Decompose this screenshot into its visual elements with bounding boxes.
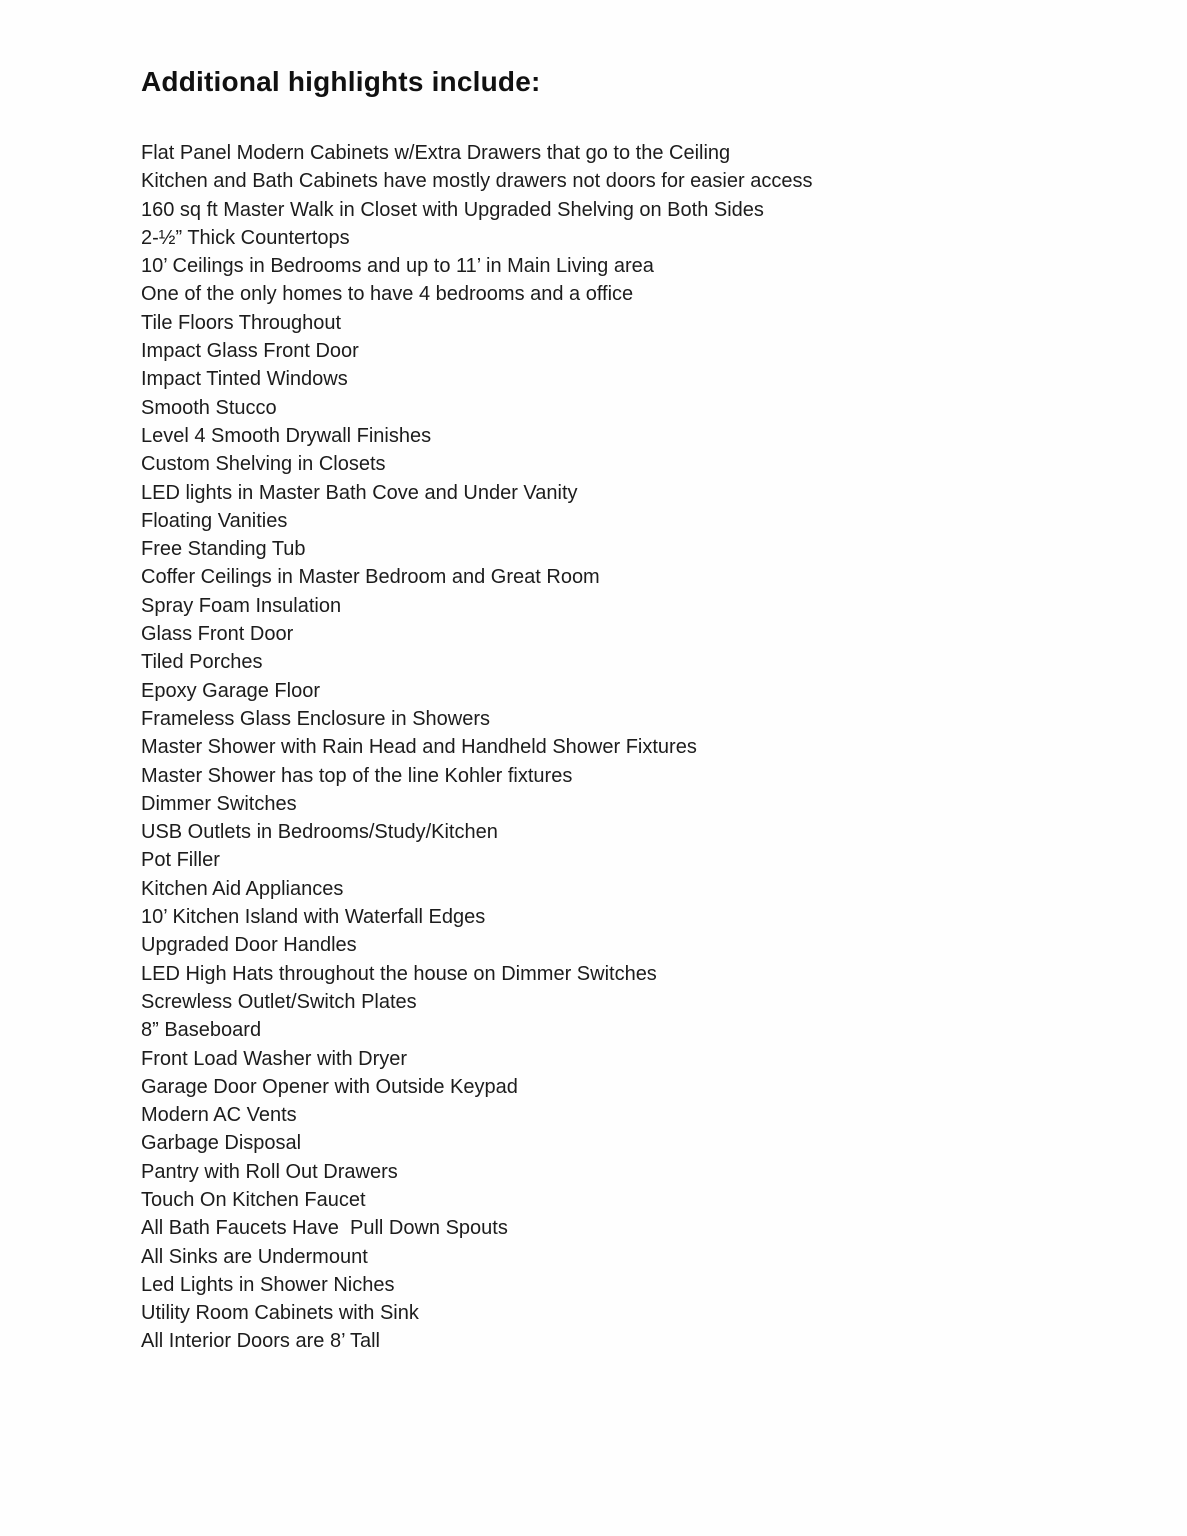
highlight-item: LED High Hats throughout the house on Dimmer Switches xyxy=(141,962,657,985)
page-title: Additional highlights include: xyxy=(141,66,541,97)
highlight-item: Impact Glass Front Door xyxy=(141,340,359,363)
highlight-item: Tiled Porches xyxy=(141,651,263,674)
highlight-item: 2-½” Thick Countertops xyxy=(141,226,350,249)
highlight-item: LED lights in Master Bath Cove and Under Vanity xyxy=(141,481,578,504)
highlight-item: Custom Shelving in Closets xyxy=(141,453,386,476)
highlight-item: One of the only homes to have 4 bedrooms and a office xyxy=(141,283,634,306)
highlight-item: Modern AC Vents xyxy=(141,1104,297,1127)
highlight-item: 160 sq ft Master Walk in Closet with Upgraded Shelving on Both Sides xyxy=(141,198,764,221)
highlight-item: Frameless Glass Enclosure in Showers xyxy=(141,707,491,730)
highlight-item: Pantry with Roll Out Drawers xyxy=(141,1160,398,1183)
highlight-item: 8” Baseboard xyxy=(141,1019,262,1042)
highlight-item: Kitchen Aid Appliances xyxy=(141,877,344,900)
highlight-item: 10’ Kitchen Island with Waterfall Edges xyxy=(141,906,486,929)
highlight-item: Flat Panel Modern Cabinets w/Extra Drawers that go to the Ceiling xyxy=(141,142,731,164)
highlight-item: Utility Room Cabinets with Sink xyxy=(141,1302,419,1325)
document-content xyxy=(141,64,1127,1356)
highlight-item: Level 4 Smooth Drywall Finishes xyxy=(141,424,432,447)
highlight-item: Free Standing Tub xyxy=(141,538,306,561)
highlight-item: Coffer Ceilings in Master Bedroom and Great Room xyxy=(141,566,600,589)
highlight-item: Garage Door Opener with Outside Keypad xyxy=(141,1075,518,1098)
highlights-list xyxy=(141,139,1127,1356)
highlight-item: Dimmer Switches xyxy=(141,792,297,815)
highlight-item: Touch On Kitchen Faucet xyxy=(141,1188,366,1211)
highlight-item: Master Shower has top of the line Kohler fixtures xyxy=(141,764,573,787)
highlight-item: Spray Foam Insulation xyxy=(141,594,342,617)
highlight-item: Smooth Stucco xyxy=(141,396,277,419)
highlight-item: 10’ Ceilings in Bedrooms and up to 11’ in Main Living area xyxy=(141,255,654,278)
highlight-item: Screwless Outlet/Switch Plates xyxy=(141,990,417,1013)
highlight-item: Kitchen and Bath Cabinets have mostly drawers not doors for easier access xyxy=(141,170,813,193)
highlight-item: Garbage Disposal xyxy=(141,1132,302,1155)
highlight-item: Impact Tinted Windows xyxy=(141,368,348,391)
highlight-item: All Bath Faucets Have Pull Down Spouts xyxy=(141,1217,508,1240)
highlight-item: Led Lights in Shower Niches xyxy=(141,1273,395,1296)
highlight-item: Front Load Washer with Dryer xyxy=(141,1047,408,1070)
highlight-item: Glass Front Door xyxy=(141,623,294,646)
highlight-item: Floating Vanities xyxy=(141,509,288,532)
highlight-item: All Interior Doors are 8’ Tall xyxy=(141,1330,380,1353)
highlight-item: USB Outlets in Bedrooms/Study/Kitchen xyxy=(141,821,498,844)
highlight-item: Epoxy Garage Floor xyxy=(141,679,320,702)
highlight-item: Tile Floors Throughout xyxy=(141,311,342,334)
highlight-item: Pot Filler xyxy=(141,849,220,872)
highlight-item: Upgraded Door Handles xyxy=(141,934,357,957)
highlight-item: All Sinks are Undermount xyxy=(141,1245,368,1268)
highlight-item: Master Shower with Rain Head and Handheld Shower Fixtures xyxy=(141,736,697,759)
